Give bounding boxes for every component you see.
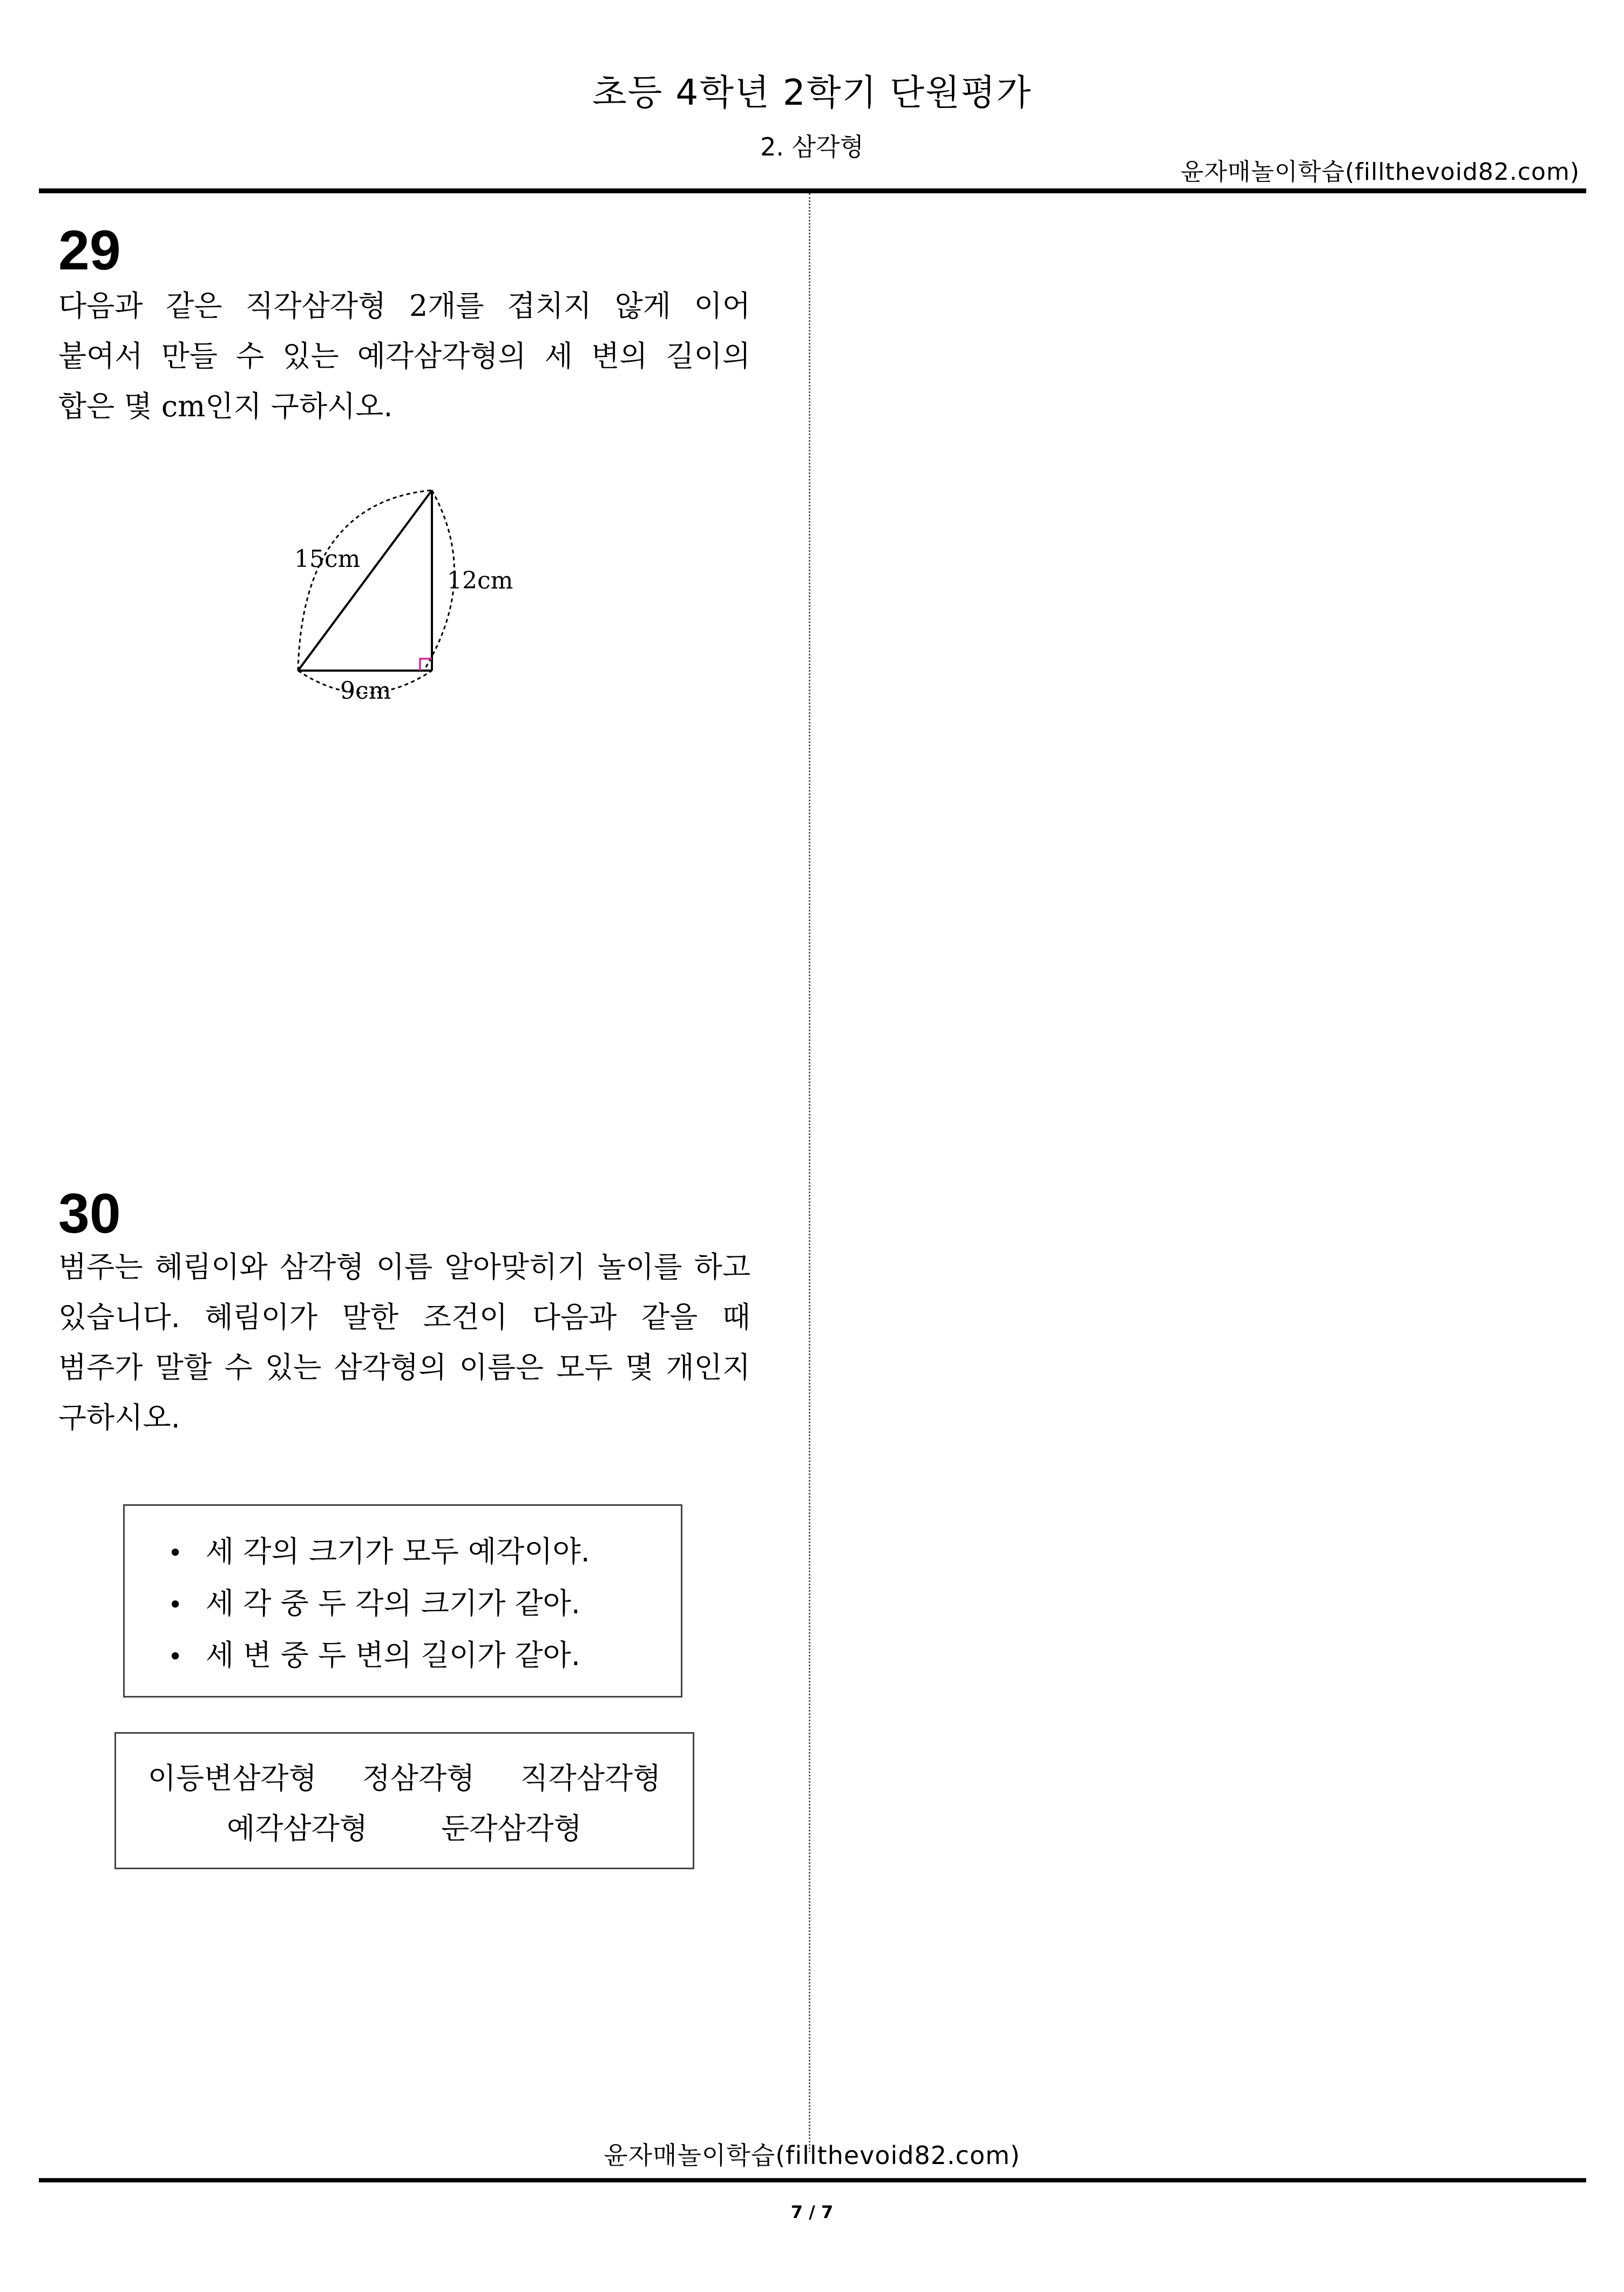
question-30-number: 30: [58, 1182, 121, 1245]
conditions-box: [123, 1504, 682, 1698]
question-29-text: [58, 281, 750, 431]
unit-subtitle: 2. 삼각형: [760, 132, 864, 161]
site-credit-bottom: 윤자매놀이학습(fillthevoid82.com): [604, 2141, 1020, 2170]
options-row-2: [116, 1803, 693, 1854]
base-label: 9cm: [340, 677, 391, 705]
condition-item: • 세 각 중 두 각의 크기가 같아.: [168, 1578, 590, 1630]
page-number: 7 / 7: [790, 2202, 834, 2222]
header-divider: [39, 188, 1586, 193]
q29-text-part-c: 개를 겹치지 않게 이어 붙여서 만들 수 있는 예각삼각형의 세 변의 길이의 합은 몇: [58, 289, 750, 423]
conditions-list: [168, 1526, 590, 1682]
q29-count-value: 2: [409, 289, 428, 323]
hypotenuse-side: [298, 490, 432, 671]
page-title: 초등 4학년 2학기 단원평가: [592, 72, 1032, 113]
option-acute: 예각삼각형: [227, 1811, 368, 1845]
column-divider: [809, 193, 810, 2152]
triangle-names-box: [114, 1732, 694, 1869]
q29-text-part-e: 인지 구하시오.: [205, 389, 393, 423]
option-right: 직각삼각형: [520, 1761, 661, 1795]
right-triangle-figure: [270, 470, 551, 718]
condition-item: • 세 각의 크기가 모두 예각이야.: [168, 1526, 590, 1578]
option-isosceles: 이등변삼각형: [147, 1761, 317, 1795]
options-row-1: [116, 1753, 693, 1803]
option-equilateral: 정삼각형: [362, 1761, 475, 1795]
question-30-text: 범주는 혜림이와 삼각형 이름 알아맞히기 놀이를 하고 있습니다. 혜림이가 말한 조건이 다음과 같을 때 범주가 말할 수 있는 삼각형의 이름은 모두 몇 개인지 구하시오.: [58, 1250, 750, 1435]
q29-text-part-a: 다음과 같은 직각삼각형: [58, 289, 409, 323]
condition-item: • 세 변 중 두 변의 길이가 같아.: [168, 1630, 590, 1682]
q29-unit: cm: [161, 389, 206, 423]
vertical-side-label: 12cm: [447, 567, 513, 594]
site-credit-top: 윤자매놀이학습(fillthevoid82.com): [1180, 158, 1580, 186]
hypotenuse-label: 15cm: [294, 545, 361, 573]
option-obtuse: 둔각삼각형: [441, 1811, 582, 1845]
footer-divider: [39, 2178, 1586, 2182]
question-29-number: 29: [58, 219, 121, 282]
